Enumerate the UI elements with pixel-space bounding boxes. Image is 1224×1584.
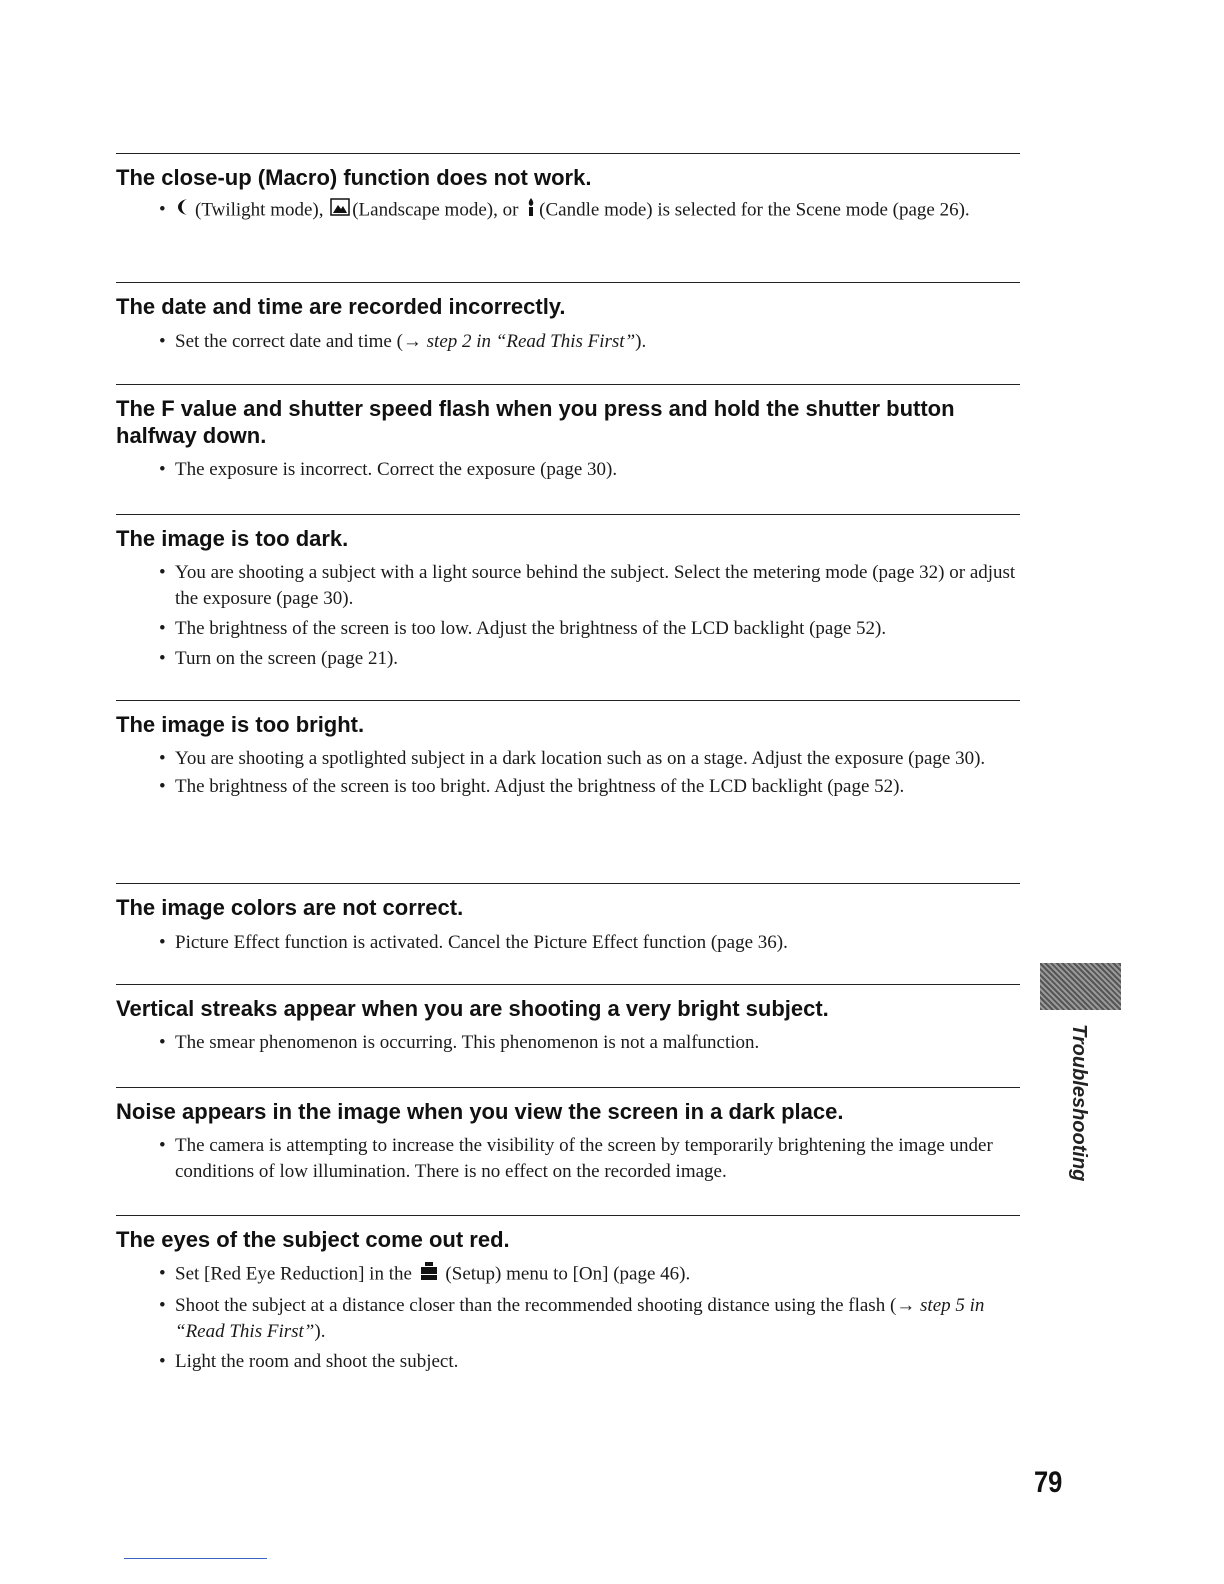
bullet-dot: •	[159, 331, 166, 352]
bullet-text: (Twilight mode),	[195, 199, 329, 221]
bullet-dot: •	[159, 1295, 166, 1316]
bullet-text: The camera is attempting to increase the visibility of the screen by temporarily brightening the image under conditions of low illumination. There is no effect on the recorded image.	[175, 1135, 993, 1182]
section-heading: The image is too dark.	[116, 526, 349, 551]
bullet-item	[116, 1133, 1005, 1185]
bullet-text: Set [Red Eye Reduction] in the	[175, 1263, 417, 1285]
section-heading: The F value and shutter speed flash when you press and hold the shutter button halfway down.	[116, 396, 955, 448]
bullet-dot: •	[159, 562, 166, 583]
reference-text: step 5 in “Read This First”	[175, 1295, 985, 1342]
section-macro	[116, 153, 1020, 225]
bullet-item	[116, 646, 1020, 672]
bullet-item	[116, 1030, 1020, 1056]
chapter-tab-marker	[1040, 963, 1121, 1010]
bullet-list	[116, 746, 1020, 800]
section-f-value	[116, 384, 1020, 483]
bullet-item	[116, 329, 1020, 355]
section-heading: The image is too bright.	[116, 712, 365, 737]
candle-mode-icon	[525, 197, 537, 225]
bullet-item	[116, 1349, 1020, 1375]
section-heading: The image colors are not correct.	[116, 895, 464, 920]
bullet-dot: •	[159, 1135, 166, 1156]
bullet-dot: •	[159, 1351, 166, 1372]
bullet-dot: •	[159, 932, 166, 953]
section-too-bright	[116, 700, 1020, 800]
section-noise	[116, 1087, 1020, 1185]
landscape-mode-icon	[330, 198, 350, 224]
bullet-text: Shoot the subject at a distance closer than the recommended shooting distance using the flash (	[175, 1295, 897, 1316]
arrow-icon: →	[896, 1295, 916, 1316]
bullet-list	[116, 1261, 1020, 1375]
bullet-text: You are shooting a subject with a light source behind the subject. Select the metering mode (page 32) or adjust the exposure (page 30).	[175, 562, 1016, 609]
bullet-item	[116, 1293, 1020, 1345]
bullet-list	[116, 1133, 1020, 1185]
bullet-text: The smear phenomenon is occurring. This phenomenon is not a malfunction.	[175, 1032, 760, 1053]
bullet-item	[116, 1261, 1020, 1289]
bullet-dot: •	[159, 776, 166, 797]
bullet-dot: •	[159, 618, 166, 639]
bullet-dot: •	[159, 748, 166, 769]
bullet-list	[116, 560, 1020, 672]
bullet-item	[116, 457, 1020, 483]
bullet-text: (Candle mode) is selected for the Scene mode (page 26).	[539, 199, 970, 221]
bullet-item	[116, 197, 1020, 225]
bullet-list	[116, 930, 1020, 956]
bullet-dot: •	[159, 1032, 166, 1053]
section-heading: Noise appears in the image when you view the screen in a dark place.	[116, 1099, 844, 1124]
bullet-text: (Setup) menu to [On] (page 46).	[445, 1263, 691, 1285]
bullet-dot: •	[159, 199, 166, 220]
bullet-text: ).	[314, 1321, 326, 1342]
chapter-tab-label: Troubleshooting	[1068, 1024, 1090, 1182]
section-too-dark	[116, 514, 1020, 672]
section-date-time	[116, 282, 1020, 355]
bullet-text: Picture Effect function is activated. Cancel the Picture Effect function (page 36).	[175, 932, 788, 953]
bullet-text: (Landscape mode), or	[352, 199, 524, 221]
bullet-text: ).	[635, 331, 647, 352]
section-colors	[116, 883, 1020, 956]
section-heading: The eyes of the subject come out red.	[116, 1227, 510, 1252]
bullet-dot: •	[159, 459, 166, 480]
section-heading: The close-up (Macro) function does not work.	[116, 165, 592, 190]
section-red-eye	[116, 1215, 1020, 1375]
bullet-item	[116, 560, 1020, 612]
section-heading: The date and time are recorded incorrectly.	[116, 294, 566, 319]
bullet-text: The exposure is incorrect. Correct the exposure (page 30).	[175, 459, 618, 480]
setup-menu-icon	[419, 1261, 439, 1289]
bullet-text: Set the correct date and time (	[175, 331, 403, 352]
bullet-dot: •	[159, 648, 166, 669]
bullet-item	[116, 746, 1020, 772]
bullet-text: The brightness of the screen is too bright. Adjust the brightness of the LCD backlight (page 52).	[175, 776, 905, 797]
reference-text: step 2 in “Read This First”	[421, 331, 636, 352]
bullet-text: Turn on the screen (page 21).	[175, 648, 399, 669]
twilight-mode-icon	[177, 197, 193, 225]
bullet-list	[116, 457, 1020, 483]
footer-rule	[124, 1558, 267, 1559]
bullet-list	[116, 197, 1020, 225]
bullet-item	[116, 774, 1020, 800]
bullet-item	[116, 930, 1020, 956]
section-heading: Vertical streaks appear when you are shooting a very bright subject.	[116, 996, 829, 1021]
bullet-list	[116, 1030, 1020, 1056]
bullet-dot: •	[159, 1263, 166, 1284]
bullet-item	[116, 616, 1020, 642]
arrow-icon: →	[402, 331, 422, 352]
section-streaks	[116, 984, 1020, 1056]
bullet-list	[116, 329, 1020, 355]
bullet-text: You are shooting a spotlighted subject in a dark location such as on a stage. Adjust the exposure (page 30).	[175, 748, 986, 769]
page-number: 79	[1034, 1466, 1063, 1499]
bullet-text: The brightness of the screen is too low. Adjust the brightness of the LCD backlight (page 52).	[175, 618, 887, 639]
bullet-text: Light the room and shoot the subject.	[175, 1351, 459, 1372]
